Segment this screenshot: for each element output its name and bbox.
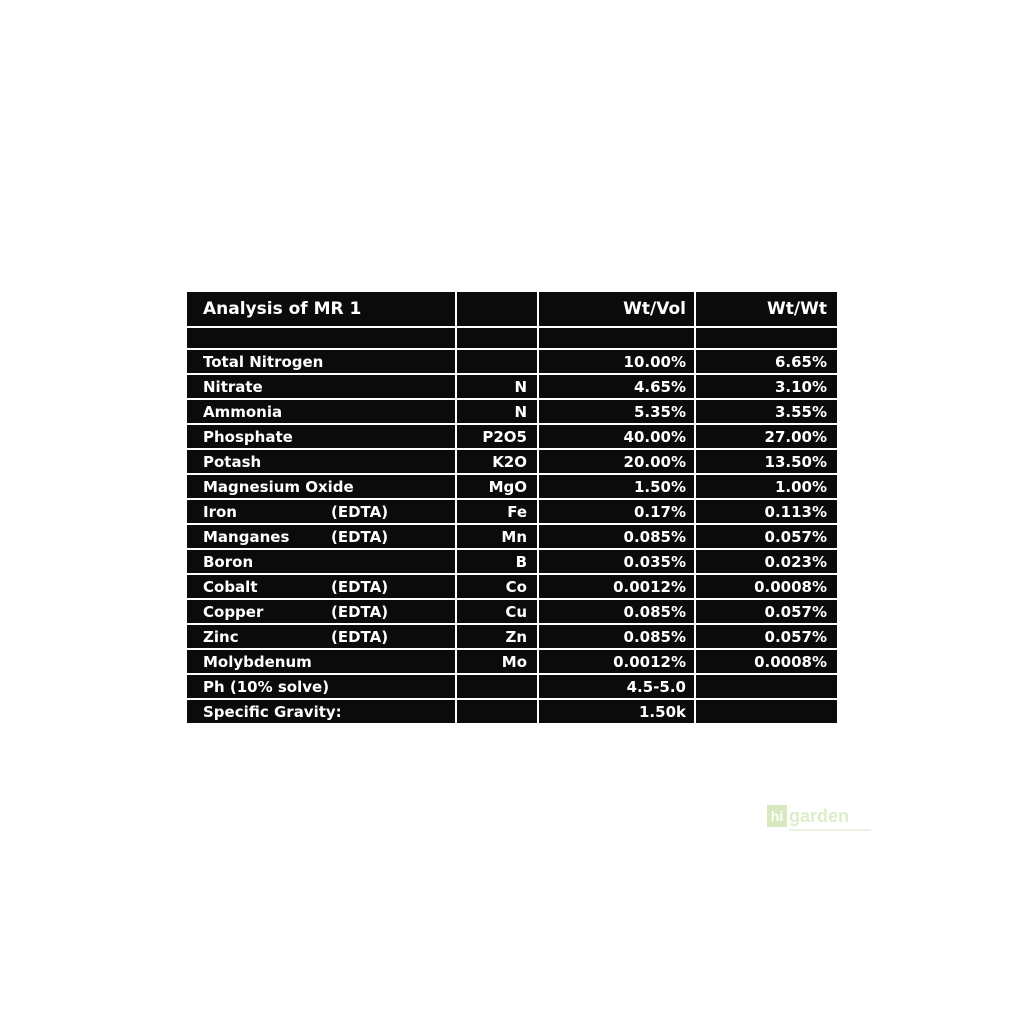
table-header-row [187,292,837,327]
row-symbol: N [456,399,538,424]
row-wtwt: 0.057% [695,599,837,624]
row-wtwt [695,674,837,699]
row-wtvol: 1.50k [538,699,695,723]
row-name-cell [187,624,456,649]
row-name: Zinc [203,627,239,646]
row-chelate-tag: (EDTA) [331,602,389,621]
row-name-cell [187,599,456,624]
row-wtvol: 0.0012% [538,574,695,599]
watermark-text: garden [789,806,850,826]
row-name-wrap [203,428,449,446]
row-wtvol: 40.00% [538,424,695,449]
spacer-cell [538,327,695,349]
higarden-watermark-logo [767,805,877,839]
table-row [187,349,837,374]
row-wtwt: 0.057% [695,524,837,549]
row-chelate-tag: (EDTA) [331,627,389,646]
row-name-cell [187,349,456,374]
row-wtwt: 13.50% [695,449,837,474]
row-name: Total Nitrogen [203,352,324,371]
row-name-cell [187,424,456,449]
row-wtvol: 0.085% [538,624,695,649]
row-wtwt: 6.65% [695,349,837,374]
spacer-cell [456,327,538,349]
watermark-underline [789,829,871,831]
row-name-cell [187,374,456,399]
row-name: Cobalt [203,577,258,596]
row-name-cell [187,524,456,549]
row-name-wrap [203,653,449,671]
row-name-cell [187,399,456,424]
row-name-wrap [203,503,449,521]
row-symbol [456,674,538,699]
row-symbol: Co [456,574,538,599]
row-wtwt [695,699,837,723]
row-wtwt: 0.0008% [695,574,837,599]
row-name-wrap [203,353,449,371]
row-symbol: MgO [456,474,538,499]
row-name: Magnesium Oxide [203,477,354,496]
row-symbol: Cu [456,599,538,624]
row-wtvol: 0.035% [538,549,695,574]
row-wtwt: 3.10% [695,374,837,399]
row-name: Potash [203,452,262,471]
row-name-wrap [203,628,449,646]
row-chelate-tag: (EDTA) [331,502,389,521]
table-row [187,399,837,424]
row-wtvol: 0.17% [538,499,695,524]
row-symbol [456,699,538,723]
row-symbol: P2O5 [456,424,538,449]
row-name-cell [187,574,456,599]
table-row [187,599,837,624]
row-name: Iron [203,502,237,521]
table-row [187,649,837,674]
row-name: Ph (10% solve) [203,677,330,696]
row-symbol: N [456,374,538,399]
row-name-cell [187,499,456,524]
row-name-cell [187,699,456,723]
row-wtvol: 5.35% [538,399,695,424]
row-wtwt: 1.00% [695,474,837,499]
row-wtwt: 0.057% [695,624,837,649]
watermark-badge: hi [767,805,787,827]
header-symbol [456,292,538,327]
row-name-wrap [203,578,449,596]
row-name-cell [187,649,456,674]
row-name-wrap [203,403,449,421]
row-name-wrap [203,378,449,396]
row-wtvol: 4.5-5.0 [538,674,695,699]
row-name-cell [187,474,456,499]
row-name-wrap [203,603,449,621]
table-row [187,474,837,499]
row-symbol: B [456,549,538,574]
row-wtvol: 20.00% [538,449,695,474]
table-row [187,674,837,699]
analysis-table-body [187,292,837,723]
row-wtwt: 0.113% [695,499,837,524]
row-name-wrap [203,703,449,721]
table-row [187,524,837,549]
row-name: Molybdenum [203,652,312,671]
table-row [187,424,837,449]
row-name: Nitrate [203,377,263,396]
row-name: Manganes [203,527,290,546]
row-name-wrap [203,553,449,571]
table-row [187,699,837,723]
row-name-wrap [203,678,449,696]
analysis-table [187,292,837,723]
table-row [187,549,837,574]
row-symbol: Mn [456,524,538,549]
row-name-wrap [203,478,449,496]
row-wtvol: 0.085% [538,599,695,624]
row-chelate-tag: (EDTA) [331,577,389,596]
row-wtwt: 0.0008% [695,649,837,674]
row-wtvol: 4.65% [538,374,695,399]
row-name: Phosphate [203,427,293,446]
row-name-cell [187,449,456,474]
row-name: Specific Gravity: [203,702,342,721]
row-symbol: Zn [456,624,538,649]
row-name: Copper [203,602,264,621]
table-row [187,499,837,524]
table-spacer-row [187,327,837,349]
header-wtwt: Wt/Wt [695,292,837,327]
row-name-wrap [203,528,449,546]
table-row [187,574,837,599]
row-name-cell [187,674,456,699]
row-name: Ammonia [203,402,283,421]
row-name-cell [187,549,456,574]
row-wtvol: 0.0012% [538,649,695,674]
row-wtvol: 0.085% [538,524,695,549]
header-wtvol: Wt/Vol [538,292,695,327]
row-wtwt: 3.55% [695,399,837,424]
row-symbol: Fe [456,499,538,524]
row-symbol: Mo [456,649,538,674]
table-title: Analysis of MR 1 [187,292,456,327]
table-row [187,449,837,474]
row-wtwt: 0.023% [695,549,837,574]
row-wtvol: 10.00% [538,349,695,374]
row-wtvol: 1.50% [538,474,695,499]
row-name-wrap [203,453,449,471]
row-symbol [456,349,538,374]
row-symbol: K2O [456,449,538,474]
table-row [187,374,837,399]
row-name: Boron [203,552,254,571]
row-chelate-tag: (EDTA) [331,527,389,546]
row-wtwt: 27.00% [695,424,837,449]
table-row [187,624,837,649]
spacer-cell [695,327,837,349]
spacer-cell [187,327,456,349]
